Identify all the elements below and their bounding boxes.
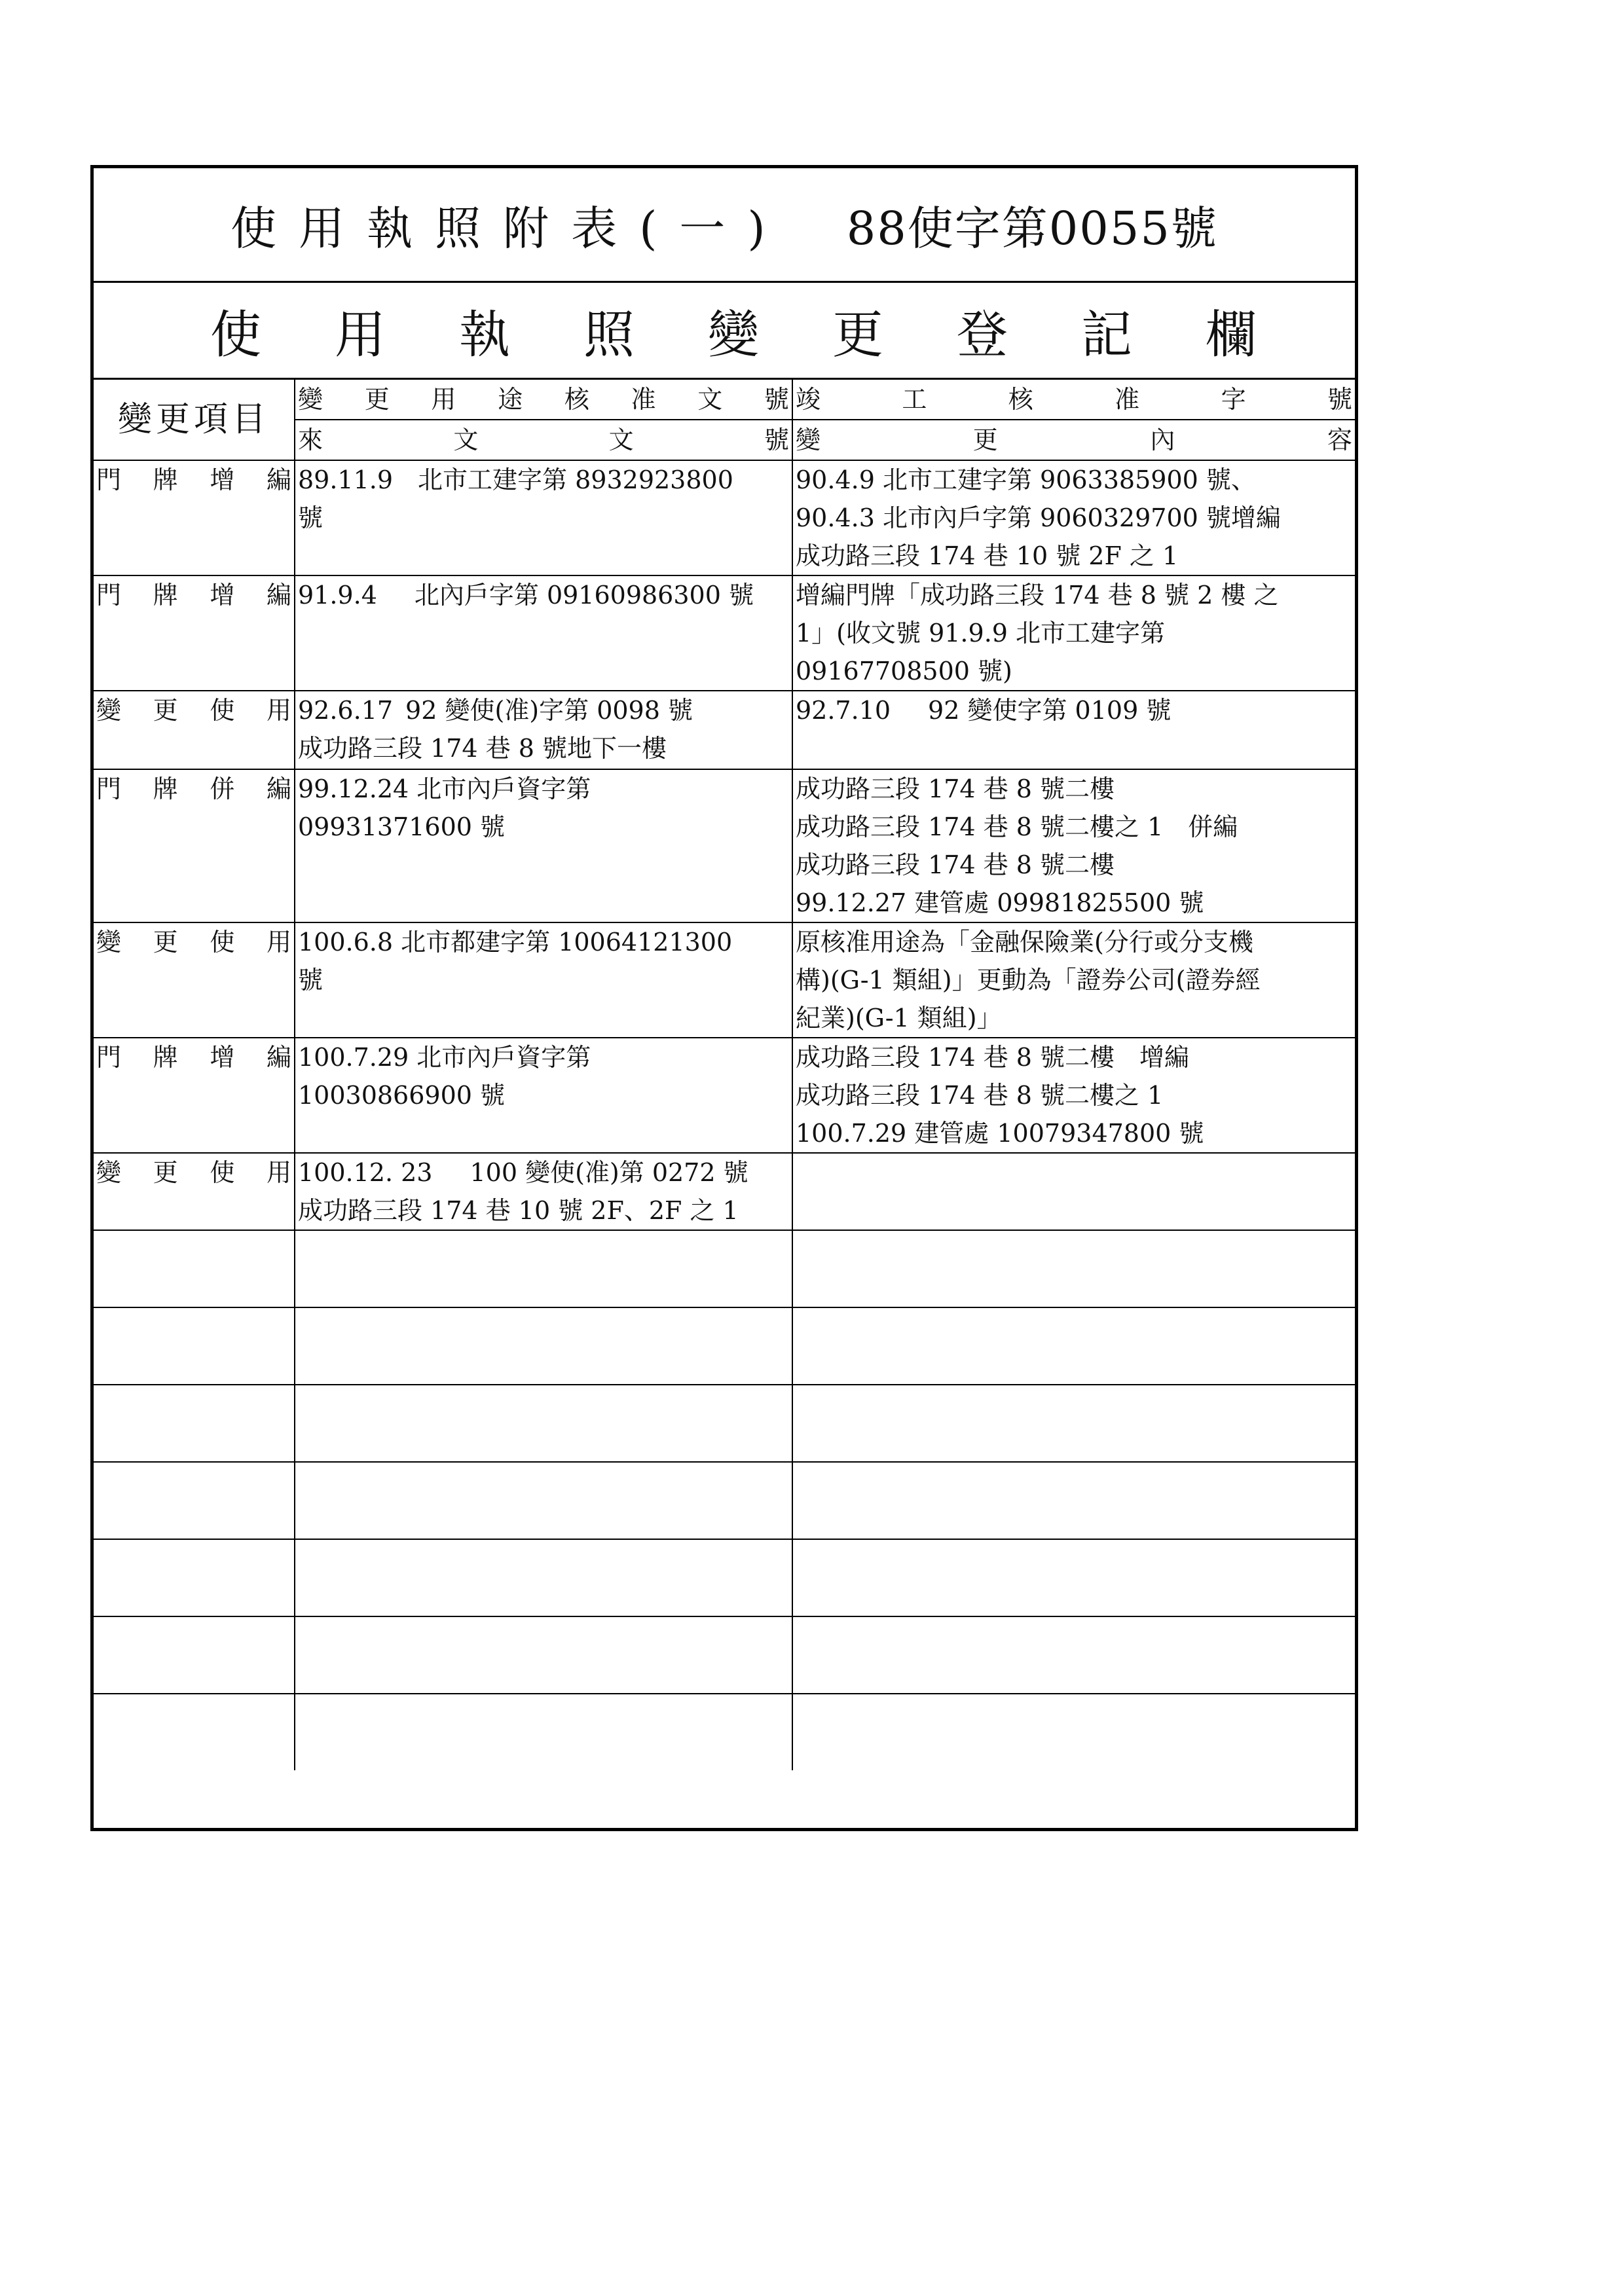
form-title-main: 使用執照附表(一) <box>231 201 788 255</box>
header-change-item: 變更項目 <box>94 380 295 460</box>
blank-row <box>94 1616 1355 1694</box>
change-item-cell <box>94 769 295 922</box>
char: 號 <box>1327 385 1352 414</box>
char: 文 <box>453 426 479 454</box>
blank-row <box>94 1539 1355 1616</box>
blank-cell <box>792 1462 1355 1539</box>
char: 用 <box>266 928 291 957</box>
blank-cell <box>295 1694 792 1770</box>
blank-row <box>94 1694 1355 1770</box>
char: 門 <box>96 1043 122 1072</box>
blank-cell <box>792 1307 1355 1385</box>
blank-cell <box>295 1307 792 1385</box>
table-row <box>94 1038 1355 1153</box>
section-title-char: 記 <box>1080 305 1132 365</box>
char: 號 <box>764 385 789 414</box>
cell-line: 90.4.3 北市內戶字第 9060329700 號增編 <box>796 503 1281 532</box>
license-number: 88使字第0055號 <box>846 201 1218 255</box>
header-change-content <box>792 420 1355 460</box>
char: 門 <box>96 581 122 610</box>
table-row <box>94 1153 1355 1230</box>
change-item-cell <box>94 460 295 575</box>
char: 使 <box>210 1158 235 1187</box>
cell-line: 92.7.10 92 變使字第 0109 號 <box>796 696 1172 725</box>
blank-row <box>94 1385 1355 1462</box>
table-row <box>94 575 1355 691</box>
change-content-cell <box>792 1153 1355 1230</box>
char: 牌 <box>153 581 178 610</box>
cell-line: 100.12. 23 100 變使(准)第 0272 號 <box>298 1158 748 1187</box>
cell-line: 成功路三段 174 巷 8 號二樓之 1 <box>796 1081 1164 1110</box>
document-number-cell <box>295 922 792 1038</box>
document-number-cell <box>295 1038 792 1153</box>
char: 用 <box>266 696 291 725</box>
document-number-cell <box>295 691 792 769</box>
section-title-char: 更 <box>832 305 883 365</box>
section-title-char: 照 <box>583 305 635 365</box>
blank-cell <box>295 1385 792 1462</box>
blank-cell <box>792 1616 1355 1694</box>
char: 門 <box>96 465 122 494</box>
blank-cell <box>94 1462 295 1539</box>
char: 竣 <box>796 385 821 414</box>
char: 更 <box>364 385 390 414</box>
change-content-cell <box>792 460 1355 575</box>
table-row <box>94 922 1355 1038</box>
section-title-char: 使 <box>210 305 262 365</box>
char: 工 <box>902 385 927 414</box>
blank-cell <box>94 1539 295 1616</box>
char: 准 <box>1115 385 1140 414</box>
cell-line: 90.4.9 北市工建字第 9063385900 號、 <box>796 465 1256 494</box>
blank-cell <box>295 1462 792 1539</box>
table-row <box>94 769 1355 922</box>
document-number-cell <box>295 1153 792 1230</box>
cell-line: 1」(收文號 91.9.9 北市工建字第 <box>796 619 1166 647</box>
document-number-cell <box>295 769 792 922</box>
change-item-cell <box>94 575 295 691</box>
change-item-cell <box>94 691 295 769</box>
cell-line: 成功路三段 174 巷 10 號 2F 之 1 <box>796 541 1179 570</box>
cell-line: 99.12.27 建管處 09981825500 號 <box>796 888 1204 917</box>
header-incoming-doc <box>295 420 792 460</box>
section-title-char: 變 <box>707 305 759 365</box>
cell-line: 原核准用途為「金融保險業(分行或分支機 <box>796 928 1253 957</box>
char: 增 <box>210 1043 235 1072</box>
change-content-cell <box>792 575 1355 691</box>
char: 編 <box>266 465 291 494</box>
cell-line: 92.6.17 92 變使(准)字第 0098 號 <box>298 696 693 725</box>
blank-cell <box>94 1385 295 1462</box>
cell-line: 成功路三段 174 巷 8 號二樓 <box>796 850 1115 879</box>
char: 途 <box>498 385 523 414</box>
char: 增 <box>210 465 235 494</box>
cell-line: 成功路三段 174 巷 10 號 2F、2F 之 1 <box>298 1196 739 1225</box>
table-row <box>94 460 1355 575</box>
header-completion-no <box>792 380 1355 420</box>
change-content-cell <box>792 691 1355 769</box>
cell-line: 號 <box>298 503 323 532</box>
blank-cell <box>295 1616 792 1694</box>
cell-line: 紀業)(G-1 類組)」 <box>796 1004 1002 1032</box>
blank-row <box>94 1307 1355 1385</box>
cell-line: 10030866900 號 <box>298 1081 506 1110</box>
cell-line: 89.11.9 北市工建字第 8932923800 <box>298 465 733 494</box>
char: 字 <box>1221 385 1246 414</box>
change-content-cell <box>792 1038 1355 1153</box>
change-item-cell <box>94 922 295 1038</box>
change-register-table <box>94 380 1355 1770</box>
table-row <box>94 691 1355 769</box>
char: 准 <box>631 385 656 414</box>
section-title-char: 用 <box>334 305 386 365</box>
blank-cell <box>792 1230 1355 1307</box>
form-title <box>94 168 1355 283</box>
blank-cell <box>94 1616 295 1694</box>
char: 核 <box>564 385 589 414</box>
char: 增 <box>210 581 235 610</box>
section-title-char: 登 <box>956 305 1008 365</box>
cell-line: 100.6.8 北市都建字第 10064121300 <box>298 928 733 957</box>
char: 變 <box>96 696 122 725</box>
char: 牌 <box>153 465 178 494</box>
cell-line: 100.7.29 北市內戶資字第 <box>298 1043 591 1072</box>
cell-line: 09931371600 號 <box>298 812 506 841</box>
cell-line: 增編門牌「成功路三段 174 巷 8 號 2 樓 之 <box>796 581 1279 610</box>
char: 編 <box>266 1043 291 1072</box>
char: 編 <box>266 774 291 803</box>
change-item-cell <box>94 1038 295 1153</box>
cell-line: 100.7.29 建管處 10079347800 號 <box>796 1119 1204 1148</box>
char: 牌 <box>153 774 178 803</box>
cell-line: 構)(G-1 類組)」更動為「證券公司(證券經 <box>796 966 1261 994</box>
char: 容 <box>1327 426 1352 454</box>
license-attachment-form <box>90 165 1358 1831</box>
char: 變 <box>96 928 122 957</box>
cell-line: 成功路三段 174 巷 8 號二樓 <box>796 774 1115 803</box>
char: 用 <box>431 385 456 414</box>
blank-cell <box>792 1694 1355 1770</box>
section-title <box>94 283 1355 380</box>
blank-cell <box>94 1230 295 1307</box>
cell-line: 號 <box>298 966 323 994</box>
change-content-cell <box>792 769 1355 922</box>
change-content-cell <box>792 922 1355 1038</box>
char: 來 <box>298 426 323 454</box>
char: 使 <box>210 696 235 725</box>
document-number-cell <box>295 460 792 575</box>
blank-row <box>94 1462 1355 1539</box>
section-title-char: 執 <box>458 305 510 365</box>
char: 變 <box>298 385 323 414</box>
cell-line: 09167708500 號) <box>796 657 1012 685</box>
char: 更 <box>153 696 178 725</box>
char: 更 <box>153 928 178 957</box>
cell-line: 成功路三段 174 巷 8 號二樓之 1 併編 <box>796 812 1238 841</box>
char: 內 <box>1150 426 1175 454</box>
blank-cell <box>295 1230 792 1307</box>
char: 編 <box>266 581 291 610</box>
blank-row <box>94 1230 1355 1307</box>
cell-line: 成功路三段 174 巷 8 號二樓 增編 <box>796 1043 1190 1072</box>
char: 門 <box>96 774 122 803</box>
cell-line: 91.9.4 北內戶字第 09160986300 號 <box>298 581 754 610</box>
blank-cell <box>295 1539 792 1616</box>
char: 併 <box>210 774 235 803</box>
char: 更 <box>972 426 998 454</box>
char: 文 <box>697 385 723 414</box>
header-approval-doc <box>295 380 792 420</box>
char: 牌 <box>153 1043 178 1072</box>
change-item-cell <box>94 1153 295 1230</box>
section-title-char: 欄 <box>1205 305 1257 365</box>
char: 號 <box>764 426 789 454</box>
blank-cell <box>792 1539 1355 1616</box>
char: 更 <box>153 1158 178 1187</box>
blank-cell <box>792 1385 1355 1462</box>
char: 使 <box>210 928 235 957</box>
blank-cell <box>94 1694 295 1770</box>
char: 變 <box>96 1158 122 1187</box>
blank-cell <box>94 1307 295 1385</box>
cell-line: 成功路三段 174 巷 8 號地下一樓 <box>298 734 667 763</box>
document-number-cell <box>295 575 792 691</box>
cell-line: 99.12.24 北市內戶資字第 <box>298 774 591 803</box>
header-row-1 <box>94 380 1355 420</box>
char: 變 <box>796 426 821 454</box>
char: 用 <box>266 1158 291 1187</box>
char: 文 <box>608 426 634 454</box>
char: 核 <box>1008 385 1033 414</box>
